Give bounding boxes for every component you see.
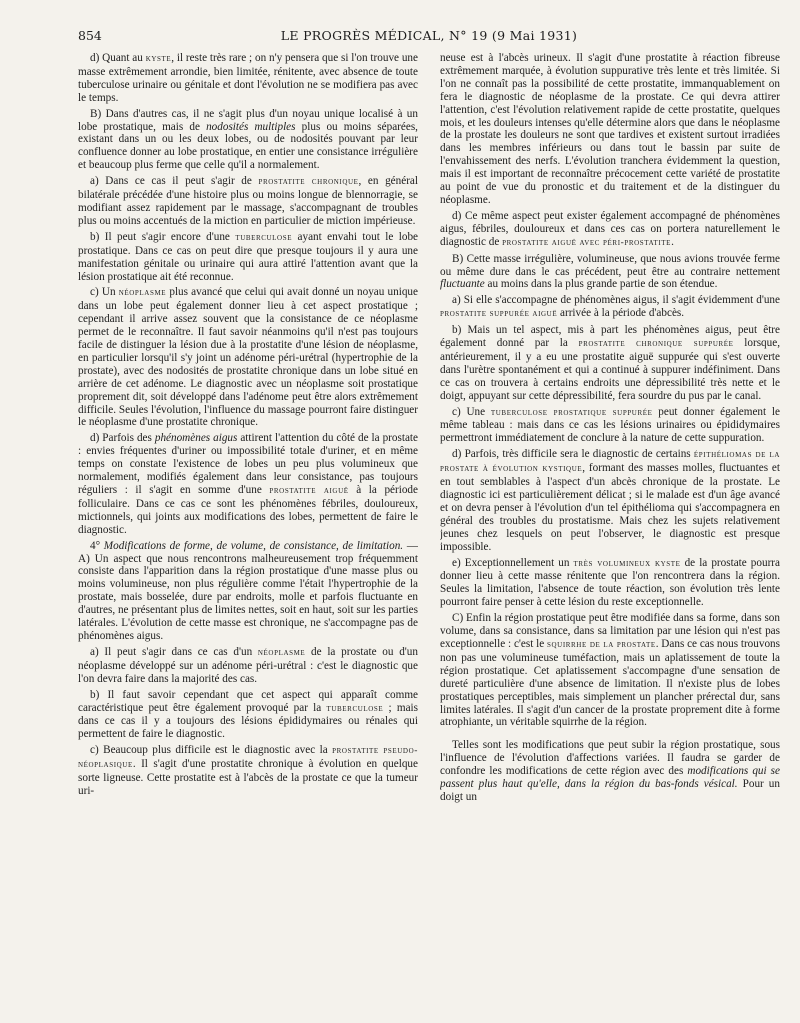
text-run: de la prostate ou d'un néoplasme développé sur un adénome péri-urétral : c'est le diagnostic que l'on devra faire dans la majorité des cas. bbox=[78, 645, 418, 685]
text-run: e) Exceptionnellement un bbox=[452, 556, 574, 569]
paragraph bbox=[440, 739, 780, 804]
text-run: à la période folliculaire. Dans ce cas ce sont les phénomènes fébriles, douloureux, mictionnels, qui joints aux modifications des lobes, permettent de faire le diagnostic. bbox=[78, 484, 418, 536]
paragraph bbox=[78, 540, 418, 643]
paragraph bbox=[78, 689, 418, 742]
paragraph bbox=[440, 294, 780, 321]
small-caps-term: tuberculose bbox=[326, 703, 384, 714]
text-run: plus avancé que celui qui avait donné un noyau unique dans un lobe peut également donner lieu à cet aspect prostatique ; cependant il arrive assez souvent que la consistance de ce néoplasme permet de le reconnaître. Il faut savoir néanmoins qu'il n'est pas toujours facile de distinguer la lésion due à la prostatite d'une lésion de néoplasme, en particulier lorsqu'il s'y joint un adénome péri-urétral (hypertrophie de la prostate), avec des nodosités de prostatite chronique dans un lobe situé en arrière de cet adénome. Le diagnostic avec un néoplasme soit prostatique proprement dit, soit développé dans l'adénome peut être alors extrêmement difficile. Seules l'évolution, l'influence du massage pourront faire distinguer le néoplasme d'une prostatite chronique. bbox=[78, 286, 418, 429]
text-run: B) Dans d'autres cas, il ne s'agit plus d'un noyau unique localisé à un lobe prostatique, mais de bbox=[78, 107, 418, 133]
small-caps-term: tuberculose prostatique suppurée bbox=[490, 407, 653, 418]
text-run: arrivée à la période d'abcès. bbox=[557, 307, 685, 320]
italic-phrase: Modifications de forme, de volume, de consistance, de limitation. bbox=[103, 539, 404, 552]
paragraph bbox=[78, 175, 418, 228]
text-run: plus ou moins séparées, existant dans un ou les deux lobes, ou de nodosités pouvant par leur confluence donner au lobe prostatique, en entier une consistance irrégulière et beaucoup plus ferme que celle qu'il a normalement. bbox=[78, 120, 418, 172]
text-run: 4° bbox=[90, 539, 104, 552]
text-run: Pour un doigt un bbox=[440, 778, 780, 803]
text-run: d) Ce même aspect peut exister également accompagné de phénomènes aigus, fébriles, douloureux et dans ces cas on portera naturellement le diagnostic de bbox=[440, 209, 780, 248]
small-caps-term: prostatite aiguë bbox=[269, 486, 349, 496]
text-run: attirent l'attention du côté de la prostate : envies fréquentes d'uriner ou impossibilité totale d'uriner, et en même temps on constate l'existence de lobes un peu plus volumineux que normalement, modifiés également dans leur consistance, pas toujours réguliers : il s'agit en somme d'une bbox=[78, 432, 418, 496]
text-run: ; mais dans ce cas il y a toujours des lésions épididymaires ou rénales qui permettent de faire le diagnostic. bbox=[78, 701, 418, 741]
left-column bbox=[78, 52, 418, 1012]
text-run: lorsque, antérieurement, il y a eu une prostatite aiguë suppurée qui s'est ouverte dans l'urètre spontanément et qui a continué à suppurer indéfiniment. Dans ce cas on trouvera à certains endroits une dépressibilité très nette et le doigt, appuyant sur cette dépressibilité, fera sourdre du pus par le canal. bbox=[440, 337, 780, 402]
text-run: de la prostate pourra donner lieu à cette masse rénitente que l'on rencontrera dans la région. Seules la limitation, l'absence de toute réaction, son évolution très lente pourront faire penser à cette lésion du reste exceptionnelle. bbox=[440, 556, 780, 609]
text-run: . Dans ce cas nous trouvons non pas une volumineuse tuméfaction, mais un aplatissement de toute la région prostatique. Cet aplatissement s'accompagne d'une sensation de dureté particulière d'une absence de limitation. Il n'existe plus de lobes prostatiques perceptibles, mais simplement un plancher prérectal dur, sans limites latérales. Il s'agit d'un cancer de la prostate proprement dite à forme atrophiante, un véritable squirrhe de la région. bbox=[440, 637, 780, 729]
paragraph bbox=[78, 52, 418, 105]
paragraph bbox=[78, 646, 418, 686]
text-run: c) Une bbox=[452, 405, 491, 418]
text-run: a) Il peut s'agir dans ce cas d'un bbox=[90, 645, 258, 658]
paragraph bbox=[440, 210, 780, 250]
italic-phrase: fluctuante bbox=[440, 278, 485, 291]
small-caps-term: squirrhe de la prostate bbox=[547, 639, 656, 650]
text-run: . bbox=[671, 235, 674, 248]
paragraph bbox=[440, 253, 780, 292]
paragraph bbox=[78, 744, 418, 798]
text-run: — A) Un aspect que nous rencontrons malheureusement trop fréquemment consiste dans l'apparition dans la région prostatique d'une masse plus ou moins volumineuse, non plus régulière comme l'était l'hypertrophie de la prostate, mais bosselée, dure par endroits, molle et parfois fluctuante en d'autres, ne présentant plus de limites nettes, soit en haut, soit sur les parties latérales. L'évolution de cette masse est chronique, ne s'accompagne pas de phénomènes aigus. bbox=[78, 539, 418, 642]
text-run: . Il s'agit d'une prostatite chronique à évolution en quelque sorte ligneuse. Cette prostatite est à l'abcès de la prostate ce que la tumeur uri- bbox=[78, 758, 418, 797]
text-run: b) Il faut savoir cependant que cet aspect qui apparaît comme caractéristique peut être également provoqué par la bbox=[78, 688, 418, 714]
paragraph bbox=[440, 52, 780, 207]
small-caps-term: prostatite chronique suppurée bbox=[578, 339, 734, 350]
page-number: 854 bbox=[78, 28, 102, 43]
text-run: c) Beaucoup plus difficile est le diagnostic avec la bbox=[90, 744, 333, 757]
italic-phrase: nodosités multiples bbox=[206, 120, 296, 133]
text-run: B) Cette masse irrégulière, volumineuse, que nous avions trouvée ferme ou même dure dans le cas précédent, peut être au contraire nettement bbox=[440, 252, 780, 278]
right-column bbox=[440, 52, 780, 1012]
paragraph bbox=[78, 231, 418, 284]
text-run: b) Il peut s'agir encore d'une bbox=[90, 230, 236, 243]
text-run: b) Mais un tel aspect, mis à part les phénomènes aigus, peut être également donné par la bbox=[440, 324, 780, 350]
text-run: au moins dans la plus grande partie de son étendue. bbox=[484, 278, 718, 291]
paragraph bbox=[440, 448, 780, 553]
text-run: a) Si elle s'accompagne de phénomènes aigus, il s'agit évidemment d'une bbox=[452, 294, 780, 307]
text-run: peut donner également le même tableau : mais dans ce cas les lésions urinaires ou épididymaires permettront immédiatement de conclure à la nature de cette suppuration. bbox=[440, 405, 780, 445]
small-caps-term: néoplasme bbox=[118, 288, 167, 299]
small-caps-term: néoplasme bbox=[257, 647, 306, 658]
text-run: , il reste très rare ; on n'y pensera que si l'on trouve une masse extrêmement arrondie, bien limitée, rénitente, avec absence de toute tuberculose urinaire ou génitale et dont l'évolution ne se modifiera pas avec le temps. bbox=[78, 52, 418, 104]
paragraph bbox=[440, 406, 780, 446]
text-run: d) Parfois des bbox=[90, 432, 155, 445]
small-caps-term: kyste bbox=[145, 54, 172, 64]
text-run: ayant envahi tout le lobe prostatique. Dans ce cas on peut dire que presque toujours il y aura une manifestation génitale ou urinaire qui aura attiré l'attention avant que la lésion prostatique ait été reconnue. bbox=[78, 230, 418, 283]
text-run: a) Dans ce cas il peut s'agir de bbox=[90, 175, 259, 188]
paragraph bbox=[78, 432, 418, 536]
italic-phrase: phénomènes aigus bbox=[154, 432, 238, 445]
small-caps-term: tuberculose bbox=[235, 232, 293, 243]
paragraph bbox=[440, 612, 780, 729]
paragraph bbox=[440, 557, 780, 610]
small-caps-term: prostatite suppurée aiguë bbox=[440, 309, 558, 320]
small-caps-term: épithéliomas de la prostate à évolution kystique bbox=[440, 450, 780, 475]
text-run: Telles sont les modifications que peut subir la région prostatique, sous l'influence de l'évolution d'affections variées. Il faudra se garder de confondre les modifications de cette région avec des bbox=[440, 739, 780, 778]
page-header bbox=[78, 28, 780, 48]
text-run: C) Enfin la région prostatique peut être modifiée dans sa forme, dans son volume, dans sa consistance, dans sa limitation par une lésion qui n'est pas exceptionnelle : c'est le bbox=[440, 612, 780, 650]
text-run: d) Parfois, très difficile sera le diagnostic de certains bbox=[452, 448, 694, 461]
paragraph bbox=[78, 108, 418, 173]
text-run: , en général bilatérale précédée d'une histoire plus ou moins longue de blennorragie, se modifiant assez rapidement par le massage, s'accompagnant de troubles plus ou moins accentués de la miction en particulier de miction impérieuse. bbox=[78, 175, 418, 227]
text-run: , formant des masses molles, fluctuantes et en tout semblables à l'aspect d'un abcès chronique de la prostate. Le diagnostic ici est particulièrement délicat ; si le malade est d'un âge avancé et on devra penser à l'évolution d'un tel épithélioma qui s'accompagnera en général des troubles du prostatisme. Mais chez les sujets relativement jeunes chez lesquels on peut l'observer, le diagnostic est presque impossible. bbox=[440, 462, 780, 553]
text-run: c) Un bbox=[90, 286, 119, 299]
small-caps-term: prostatite chronique bbox=[258, 177, 359, 188]
small-caps-term: prostatite aiguë avec péri-prostatite bbox=[502, 237, 672, 248]
text-run: d) Quant au bbox=[90, 52, 146, 64]
paragraph bbox=[440, 324, 780, 402]
running-title: LE PROGRÈS MÉDICAL, N° 19 (9 Mai 1931) bbox=[280, 28, 578, 43]
small-caps-term: prostatite pseudo-néoplasique bbox=[78, 746, 418, 771]
text-run: neuse est à l'abcès urineux. Il s'agit d'une prostatite à réaction fibreuse extrêmement marquée, à évolution suppurative très lente et très limitée. Si l'on ne connaît pas la possibilité de cette prostatite, immanquablement on fera le diagnostic de néoplasme de la prostate. Ce qui devra attirer l'attention, c'est l'évolution relativement rapide de cette prostatite, quelques mois, et les douleurs intenses qu'elle détermine alors que dans le néoplasme de la prostate les douleurs ne sont que tardives et existent surtout irradiées dans les membres inférieurs ou dans tout le bassin par suite de l'envahissement des nerfs. L'évolution tranchera évidemment la question, mais il est important de reconnaître précocement cette variété de prostatite au point de vue du pronostic et du traitement et de la distinguer du néoplasme. bbox=[440, 52, 780, 206]
paragraph bbox=[78, 286, 418, 429]
small-caps-term: très volumineux kyste bbox=[573, 558, 681, 569]
italic-phrase: modifications qui se passent plus haut qu'elle, dans la région du bas-fonds vésical. bbox=[440, 765, 780, 791]
